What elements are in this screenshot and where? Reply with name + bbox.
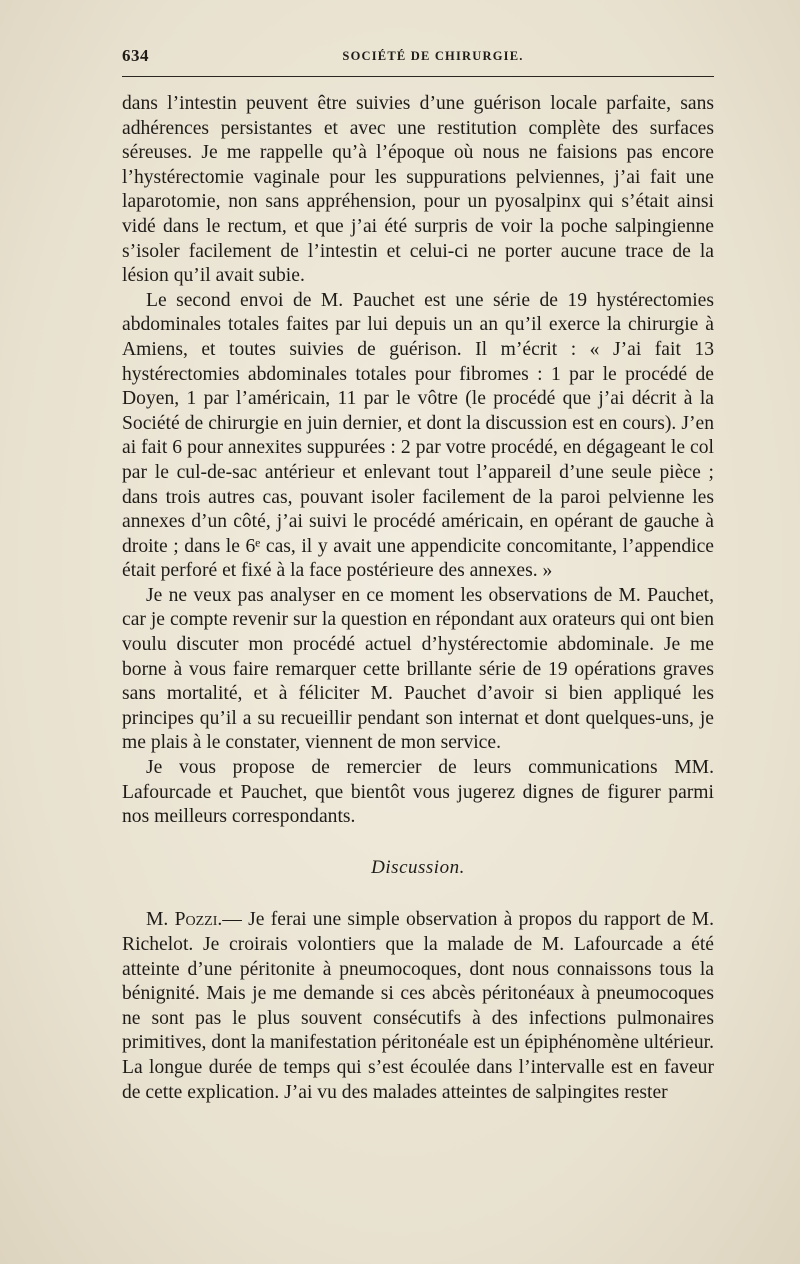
paragraph-pauchet-series: Le second envoi de M. Pauchet est une série de 19 hystérectomies abdominales totales faites par lui depuis un an qu’il exerce la chirurgie à Amiens, et toutes suivies de guérison. Il m’écrit : « J’ai fait 13 hystérectomies abdominales totales pour fibromes : 1 par le procédé de Doyen, 1 par l’américain, 11 par le vôtre (le procédé que j’ai décrit à la Société de chirurgie en juin dernier, et dont la discussion est en cours). J’en ai fait 6 pour annexites suppurées : 2 par votre procédé, en dégageant le col par le cul-de-sac antérieur et enlevant tout l’appareil d’une seule pièce ; dans trois autres cas, pouvant isoler facilement de la paroi pelvienne les annexes d’un côté, j’ai suivi le procédé américain, en opérant de gauche à droite ; dans le 6ᵉ cas, il y avait une appendicite concomitante, l’appendice était perforé et fixé à la face postérieure des annexes. » [122,289,714,582]
paragraph-analysis: Je ne veux pas analyser en ce moment les observations de M. Pauchet, car je compte revenir sur la question en répondant aux orateurs qui ont bien voulu discuter mon procédé actuel d’hystérectomie abdominale. Je me borne à vous faire remarquer cette brillante série de 19 opérations graves sans mortalité, et à féliciter M. Pauchet d’avoir si bien appliqué les principes qu’il a su recueillir pendant son internat et dont quelques-uns, je me plais à le constater, viennent de mon service. [122,584,714,754]
paragraph-discussion [122,908,714,1105]
discussion-text: — Je ferai une simple observation à propos du rapport de M. Richelot. Je croirais volontiers que la malade de M. Lafourcade a été atteinte d’une péritonite à pneumocoques, dont nous connaissons tous la bénignité. Mais je me demande si ces abcès péritonéaux à pneumocoques ne sont pas le plus souvent consécutifs à des infections pulmonaires primitives, dont la manifestation péritonéale est un épiphénomène ultérieur. La longue durée de temps qui s’est écoulée dans l’intervalle est en faveur de cette explication. J’ai vu des malades atteintes de salpingites rester [122,909,714,1103]
page-header [122,46,714,70]
body-text [122,92,714,1105]
running-title: SOCIÉTÉ DE CHIRURGIE. [342,49,524,63]
speaker-name: M. Pozzi. [146,909,223,931]
page-number: 634 [122,46,149,65]
header-rule [122,76,714,77]
paragraph-continuation: dans l’intestin peuvent être suivies d’une guérison locale parfaite, sans adhérences persistantes et avec une restitution complète des surfaces séreuses. Je me rappelle qu’à l’époque où nous ne faisions pas encore l’hystérectomie vaginale pour les suppurations pelviennes, j’ai fait une laparotomie, non sans appréhension, pour un pyosalpinx qui s’était ainsi vidé dans le rectum, et que j’ai été surpris de voir la poche salpingienne s’isoler facilement de l’intestin et celui-ci ne porter aucune trace de la lésion qu’il avait subie. [122,93,714,287]
section-heading-discussion: Discussion. [371,856,465,878]
paragraph-proposal: Je vous propose de remercier de leurs communications MM. Lafourcade et Pauchet, que bientôt vous jugerez dignes de figurer parmi nos meilleurs correspondants. [122,757,714,828]
